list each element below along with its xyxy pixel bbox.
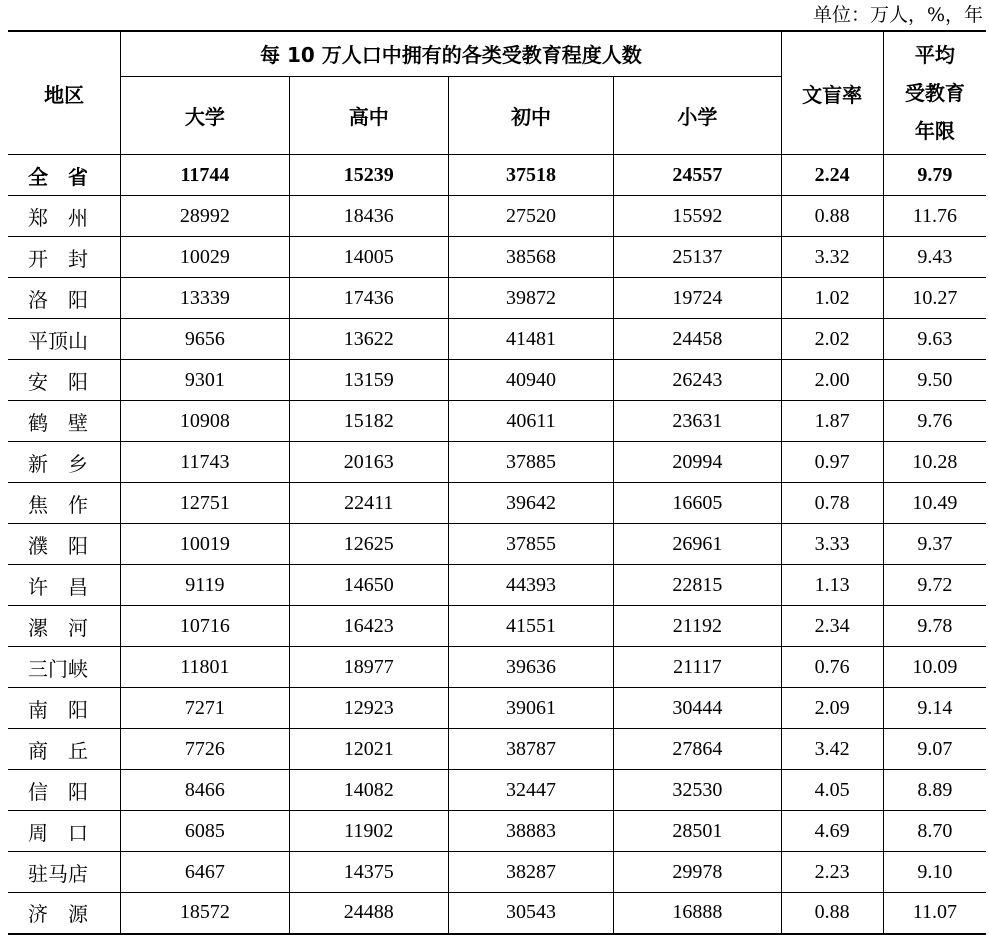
cell-junior-middle: 38883 bbox=[448, 811, 613, 852]
cell-avg-years: 9.07 bbox=[883, 729, 986, 770]
cell-high-school: 15182 bbox=[289, 401, 448, 442]
cell-high-school: 14082 bbox=[289, 770, 448, 811]
cell-junior-middle: 39642 bbox=[448, 483, 613, 524]
unit-label: 单位：万人，%，年 bbox=[812, 4, 983, 26]
cell-junior-middle: 40611 bbox=[448, 401, 613, 442]
cell-illiteracy: 1.87 bbox=[781, 401, 883, 442]
cell-illiteracy: 4.69 bbox=[781, 811, 883, 852]
table-row bbox=[8, 565, 986, 606]
cell-region: 济 源 bbox=[8, 893, 121, 934]
cell-primary: 23631 bbox=[614, 401, 781, 442]
cell-primary: 27864 bbox=[614, 729, 781, 770]
cell-high-school: 24488 bbox=[289, 893, 448, 934]
table-row bbox=[8, 401, 986, 442]
cell-avg-years: 8.89 bbox=[883, 770, 986, 811]
cell-primary: 21117 bbox=[614, 647, 781, 688]
cell-region: 信 阳 bbox=[8, 770, 121, 811]
cell-junior-middle: 38287 bbox=[448, 852, 613, 893]
cell-region: 平顶山 bbox=[8, 319, 121, 360]
header-junior-middle: 初中 bbox=[448, 76, 613, 154]
cell-primary: 26961 bbox=[614, 524, 781, 565]
cell-region: 周 口 bbox=[8, 811, 121, 852]
cell-primary: 22815 bbox=[614, 565, 781, 606]
cell-primary: 16888 bbox=[614, 893, 781, 934]
cell-junior-middle: 38787 bbox=[448, 729, 613, 770]
cell-high-school: 14650 bbox=[289, 565, 448, 606]
header-illiteracy: 文盲率 bbox=[781, 31, 883, 155]
cell-university: 13339 bbox=[121, 278, 289, 319]
cell-university: 9119 bbox=[121, 565, 289, 606]
cell-region: 三门峡 bbox=[8, 647, 121, 688]
cell-junior-middle: 39061 bbox=[448, 688, 613, 729]
cell-avg-years: 9.79 bbox=[883, 155, 986, 196]
cell-illiteracy: 2.00 bbox=[781, 360, 883, 401]
table-row bbox=[8, 524, 986, 565]
table-row bbox=[8, 360, 986, 401]
cell-avg-years: 9.37 bbox=[883, 524, 986, 565]
header-avg-years bbox=[883, 31, 986, 155]
cell-high-school: 22411 bbox=[289, 483, 448, 524]
header-avg-years-line1: 平均 bbox=[914, 43, 955, 67]
cell-illiteracy: 3.33 bbox=[781, 524, 883, 565]
cell-university: 10019 bbox=[121, 524, 289, 565]
cell-primary: 25137 bbox=[614, 237, 781, 278]
header-region: 地区 bbox=[8, 31, 121, 155]
cell-primary: 29978 bbox=[614, 852, 781, 893]
cell-junior-middle: 39636 bbox=[448, 647, 613, 688]
cell-primary: 20994 bbox=[614, 442, 781, 483]
cell-university: 9301 bbox=[121, 360, 289, 401]
cell-region: 商 丘 bbox=[8, 729, 121, 770]
table-row bbox=[8, 319, 986, 360]
cell-illiteracy: 0.88 bbox=[781, 196, 883, 237]
header-row-1 bbox=[8, 31, 986, 76]
cell-region: 鹤 壁 bbox=[8, 401, 121, 442]
cell-illiteracy: 2.23 bbox=[781, 852, 883, 893]
table-row bbox=[8, 237, 986, 278]
header-primary: 小学 bbox=[614, 76, 781, 154]
cell-illiteracy: 4.05 bbox=[781, 770, 883, 811]
table-row bbox=[8, 729, 986, 770]
cell-illiteracy: 0.76 bbox=[781, 647, 883, 688]
cell-university: 10908 bbox=[121, 401, 289, 442]
table-row bbox=[8, 893, 986, 934]
cell-primary: 19724 bbox=[614, 278, 781, 319]
cell-region: 焦 作 bbox=[8, 483, 121, 524]
cell-junior-middle: 37518 bbox=[448, 155, 613, 196]
cell-junior-middle: 32447 bbox=[448, 770, 613, 811]
cell-region: 许 昌 bbox=[8, 565, 121, 606]
cell-primary: 28501 bbox=[614, 811, 781, 852]
cell-region: 驻马店 bbox=[8, 852, 121, 893]
cell-region: 洛 阳 bbox=[8, 278, 121, 319]
cell-primary: 15592 bbox=[614, 196, 781, 237]
cell-high-school: 11902 bbox=[289, 811, 448, 852]
cell-region: 漯 河 bbox=[8, 606, 121, 647]
cell-university: 7271 bbox=[121, 688, 289, 729]
header-university: 大学 bbox=[121, 76, 289, 154]
table-row bbox=[8, 483, 986, 524]
cell-junior-middle: 30543 bbox=[448, 893, 613, 934]
cell-illiteracy: 2.34 bbox=[781, 606, 883, 647]
header-high-school: 高中 bbox=[289, 76, 448, 154]
cell-primary: 24458 bbox=[614, 319, 781, 360]
cell-avg-years: 8.70 bbox=[883, 811, 986, 852]
cell-illiteracy: 1.13 bbox=[781, 565, 883, 606]
cell-high-school: 20163 bbox=[289, 442, 448, 483]
cell-university: 12751 bbox=[121, 483, 289, 524]
cell-high-school: 16423 bbox=[289, 606, 448, 647]
cell-university: 28992 bbox=[121, 196, 289, 237]
cell-region: 南 阳 bbox=[8, 688, 121, 729]
cell-illiteracy: 2.09 bbox=[781, 688, 883, 729]
cell-university: 11743 bbox=[121, 442, 289, 483]
table-body bbox=[8, 155, 986, 934]
header-education-group: 每 10 万人口中拥有的各类受教育程度人数 bbox=[121, 31, 781, 76]
education-table bbox=[8, 30, 986, 935]
table-header bbox=[8, 31, 986, 155]
table-row bbox=[8, 647, 986, 688]
cell-primary: 24557 bbox=[614, 155, 781, 196]
cell-university: 6467 bbox=[121, 852, 289, 893]
cell-avg-years: 10.49 bbox=[883, 483, 986, 524]
cell-junior-middle: 38568 bbox=[448, 237, 613, 278]
cell-avg-years: 11.76 bbox=[883, 196, 986, 237]
cell-high-school: 18436 bbox=[289, 196, 448, 237]
cell-illiteracy: 0.97 bbox=[781, 442, 883, 483]
cell-avg-years: 11.07 bbox=[883, 893, 986, 934]
cell-avg-years: 10.09 bbox=[883, 647, 986, 688]
cell-region: 新 乡 bbox=[8, 442, 121, 483]
cell-avg-years: 9.43 bbox=[883, 237, 986, 278]
cell-junior-middle: 37885 bbox=[448, 442, 613, 483]
cell-university: 7726 bbox=[121, 729, 289, 770]
cell-university: 10029 bbox=[121, 237, 289, 278]
cell-high-school: 12021 bbox=[289, 729, 448, 770]
cell-university: 9656 bbox=[121, 319, 289, 360]
cell-region: 濮 阳 bbox=[8, 524, 121, 565]
cell-junior-middle: 41481 bbox=[448, 319, 613, 360]
cell-high-school: 14375 bbox=[289, 852, 448, 893]
table-row bbox=[8, 852, 986, 893]
cell-high-school: 18977 bbox=[289, 647, 448, 688]
cell-avg-years: 9.76 bbox=[883, 401, 986, 442]
cell-region: 开 封 bbox=[8, 237, 121, 278]
cell-university: 18572 bbox=[121, 893, 289, 934]
cell-primary: 21192 bbox=[614, 606, 781, 647]
cell-primary: 30444 bbox=[614, 688, 781, 729]
cell-junior-middle: 41551 bbox=[448, 606, 613, 647]
header-avg-years-line3: 年限 bbox=[914, 119, 955, 143]
cell-illiteracy: 3.32 bbox=[781, 237, 883, 278]
cell-avg-years: 9.78 bbox=[883, 606, 986, 647]
table-row bbox=[8, 155, 986, 196]
cell-region: 郑 州 bbox=[8, 196, 121, 237]
cell-primary: 32530 bbox=[614, 770, 781, 811]
cell-primary: 16605 bbox=[614, 483, 781, 524]
cell-illiteracy: 0.88 bbox=[781, 893, 883, 934]
cell-university: 8466 bbox=[121, 770, 289, 811]
cell-high-school: 13159 bbox=[289, 360, 448, 401]
cell-avg-years: 9.72 bbox=[883, 565, 986, 606]
cell-junior-middle: 27520 bbox=[448, 196, 613, 237]
table-row bbox=[8, 811, 986, 852]
cell-illiteracy: 2.02 bbox=[781, 319, 883, 360]
cell-junior-middle: 37855 bbox=[448, 524, 613, 565]
cell-university: 11744 bbox=[121, 155, 289, 196]
table-row bbox=[8, 442, 986, 483]
cell-junior-middle: 39872 bbox=[448, 278, 613, 319]
table-row bbox=[8, 688, 986, 729]
cell-university: 10716 bbox=[121, 606, 289, 647]
cell-avg-years: 9.14 bbox=[883, 688, 986, 729]
table-row bbox=[8, 278, 986, 319]
header-avg-years-line2: 受教育 bbox=[904, 81, 965, 105]
cell-region: 全 省 bbox=[8, 155, 121, 196]
cell-high-school: 15239 bbox=[289, 155, 448, 196]
cell-avg-years: 10.28 bbox=[883, 442, 986, 483]
table-row bbox=[8, 606, 986, 647]
cell-high-school: 13622 bbox=[289, 319, 448, 360]
cell-high-school: 12625 bbox=[289, 524, 448, 565]
cell-illiteracy: 0.78 bbox=[781, 483, 883, 524]
cell-avg-years: 10.27 bbox=[883, 278, 986, 319]
cell-university: 11801 bbox=[121, 647, 289, 688]
cell-illiteracy: 3.42 bbox=[781, 729, 883, 770]
table-row bbox=[8, 196, 986, 237]
table-row bbox=[8, 770, 986, 811]
cell-avg-years: 9.50 bbox=[883, 360, 986, 401]
cell-high-school: 14005 bbox=[289, 237, 448, 278]
cell-primary: 26243 bbox=[614, 360, 781, 401]
cell-junior-middle: 40940 bbox=[448, 360, 613, 401]
cell-avg-years: 9.63 bbox=[883, 319, 986, 360]
cell-high-school: 17436 bbox=[289, 278, 448, 319]
cell-region: 安 阳 bbox=[8, 360, 121, 401]
cell-university: 6085 bbox=[121, 811, 289, 852]
cell-high-school: 12923 bbox=[289, 688, 448, 729]
cell-junior-middle: 44393 bbox=[448, 565, 613, 606]
cell-illiteracy: 1.02 bbox=[781, 278, 883, 319]
cell-avg-years: 9.10 bbox=[883, 852, 986, 893]
cell-illiteracy: 2.24 bbox=[781, 155, 883, 196]
